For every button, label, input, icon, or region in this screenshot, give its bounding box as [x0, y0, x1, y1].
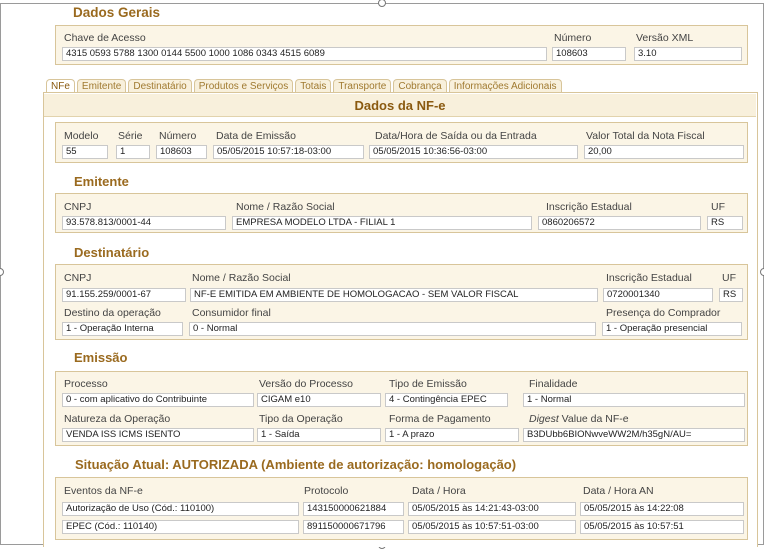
destinatario-box [55, 264, 748, 340]
dest-ie-field[interactable]: 0720001340 [603, 288, 713, 302]
digest-label-italic: Digest [529, 413, 559, 425]
versao-processo-label: Versão do Processo [259, 378, 353, 390]
tab-totais[interactable]: Totais [295, 79, 331, 94]
tab-transporte[interactable]: Transporte [333, 79, 391, 94]
modelo-field[interactable]: 55 [62, 145, 108, 159]
digest-field[interactable]: B3DUbb6BIONwveWW2M/h35gN/AU= [523, 428, 745, 442]
finalidade-label: Finalidade [529, 378, 578, 390]
situacao-title: Situação Atual: AUTORIZADA (Ambiente de autorização: homologação) [75, 457, 517, 472]
chave-label: Chave de Acesso [64, 32, 146, 44]
data-an-cell-1[interactable]: 05/05/2015 às 14:22:08 [580, 502, 744, 516]
emitente-box [55, 193, 748, 233]
numero-nfe-field[interactable]: 108603 [156, 145, 207, 159]
dest-uf-label: UF [722, 272, 736, 284]
versao-processo-field[interactable]: CIGAM e10 [257, 393, 381, 407]
dados-gerais-box [55, 25, 748, 65]
resize-handle-right[interactable] [760, 268, 764, 276]
emissao-box [55, 371, 748, 446]
data-cell-2[interactable]: 05/05/2015 às 10:57:51-03:00 [408, 520, 576, 534]
protocolo-header: Protocolo [304, 485, 349, 497]
tab-cobranca[interactable]: Cobrança [393, 79, 446, 94]
presenca-comprador-label: Presença do Comprador [606, 307, 721, 319]
numero-label: Número [554, 32, 592, 44]
emissao-title: Emissão [74, 350, 128, 365]
data-hora-an-header: Data / Hora AN [583, 485, 654, 497]
dest-cnpj-label: CNPJ [64, 272, 92, 284]
dest-nome-field[interactable]: NF-E EMITIDA EM AMBIENTE DE HOMOLOGACAO - SEM VALOR FISCAL [190, 288, 598, 302]
destinatario-title: Destinatário [74, 245, 150, 260]
tipo-operacao-field[interactable]: 1 - Saída [257, 428, 381, 442]
versao-xml-label: Versão XML [636, 32, 694, 44]
panel-title: Dados da NF-e [354, 98, 446, 113]
tab-produtos-servicos[interactable]: Produtos e Serviços [194, 79, 294, 94]
dest-cnpj-field[interactable]: 91.155.259/0001-67 [62, 288, 186, 302]
emitente-uf-label: UF [711, 201, 725, 213]
protocolo-cell-2[interactable]: 891150000671796 [303, 520, 404, 534]
eventos-header: Eventos da NF-e [64, 485, 143, 497]
finalidade-field[interactable]: 1 - Normal [523, 393, 745, 407]
dest-nome-label: Nome / Razão Social [192, 272, 291, 284]
resize-handle-top[interactable] [378, 0, 386, 7]
tipo-operacao-label: Tipo da Operação [259, 413, 343, 425]
consumidor-final-field[interactable]: 0 - Normal [189, 322, 596, 336]
forma-pagamento-field[interactable]: 1 - A prazo [385, 428, 519, 442]
dest-uf-field[interactable]: RS [719, 288, 743, 302]
emitente-nome-field[interactable]: EMPRESA MODELO LTDA - FILIAL 1 [232, 216, 532, 230]
evento-cell-2[interactable]: EPEC (Cód.: 110140) [62, 520, 299, 534]
processo-label: Processo [64, 378, 108, 390]
emissao-label: Data de Emissão [216, 130, 296, 142]
consumidor-final-label: Consumidor final [192, 307, 271, 319]
evento-cell-1[interactable]: Autorização de Uso (Cód.: 110100) [62, 502, 299, 516]
dest-ie-label: Inscrição Estadual [606, 272, 692, 284]
emitente-uf-field[interactable]: RS [707, 216, 743, 230]
emissao-field[interactable]: 05/05/2015 10:57:18-03:00 [213, 145, 364, 159]
destino-operacao-field[interactable]: 1 - Operação Interna [62, 322, 183, 336]
emitente-nome-label: Nome / Razão Social [236, 201, 335, 213]
dados-gerais-title: Dados Gerais [73, 5, 161, 20]
numero-nfe-label: Número [159, 130, 197, 142]
situacao-box [55, 477, 748, 540]
emitente-ie-field[interactable]: 0860206572 [538, 216, 701, 230]
serie-field[interactable]: 1 [116, 145, 150, 159]
nfe-box [55, 122, 748, 163]
forma-pagamento-label: Forma de Pagamento [389, 413, 491, 425]
chave-field[interactable]: 4315 0593 5788 1300 0144 5500 1000 1086 0343 4515 6089 [62, 47, 547, 61]
valor-total-label: Valor Total da Nota Fiscal [586, 130, 705, 142]
destino-operacao-label: Destino da operação [64, 307, 161, 319]
saida-field[interactable]: 05/05/2015 10:36:56-03:00 [369, 145, 578, 159]
digest-label-rest: Value da NF-e [558, 413, 629, 425]
protocolo-cell-1[interactable]: 143150000621884 [303, 502, 404, 516]
processo-field[interactable]: 0 - com aplicativo do Contribuinte [62, 393, 254, 407]
natureza-field[interactable]: VENDA ISS ICMS ISENTO [62, 428, 254, 442]
presenca-comprador-field[interactable]: 1 - Operação presencial [602, 322, 742, 336]
tab-nfe[interactable]: NFe [46, 79, 75, 94]
emitente-ie-label: Inscrição Estadual [546, 201, 632, 213]
emitente-cnpj-label: CNPJ [64, 201, 92, 213]
tipo-emissao-label: Tipo de Emissão [389, 378, 467, 390]
emitente-cnpj-field[interactable]: 93.578.813/0001-44 [62, 216, 226, 230]
data-cell-1[interactable]: 05/05/2015 às 14:21:43-03:00 [408, 502, 576, 516]
valor-total-field[interactable]: 20,00 [584, 145, 744, 159]
resize-handle-left[interactable] [0, 268, 4, 276]
modelo-label: Modelo [64, 130, 99, 142]
saida-label: Data/Hora de Saída ou da Entrada [375, 130, 537, 142]
versao-xml-field[interactable]: 3.10 [634, 47, 742, 61]
numero-field[interactable]: 108603 [552, 47, 626, 61]
data-hora-header: Data / Hora [412, 485, 466, 497]
data-an-cell-2[interactable]: 05/05/2015 às 10:57:51 [580, 520, 744, 534]
emitente-title: Emitente [74, 174, 129, 189]
tab-destinatario[interactable]: Destinatário [128, 79, 191, 94]
digest-label [529, 413, 629, 425]
tipo-emissao-field[interactable]: 4 - Contingência EPEC [385, 393, 508, 407]
serie-label: Série [118, 130, 143, 142]
tab-emitente[interactable]: Emitente [77, 79, 126, 94]
panel-title-bar [44, 94, 756, 117]
tab-informacoes-adicionais[interactable]: Informações Adicionais [449, 79, 562, 94]
natureza-label: Natureza da Operação [64, 413, 171, 425]
